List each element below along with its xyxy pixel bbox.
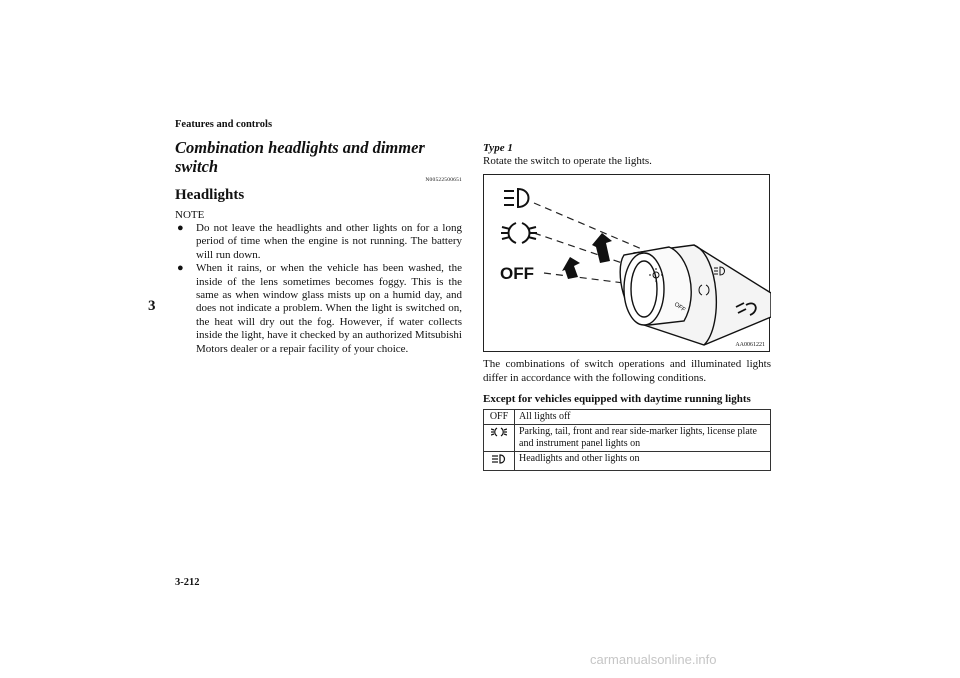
chapter-tab: 3 (148, 298, 156, 314)
ring-off-label: OFF (672, 302, 687, 314)
note-list (175, 222, 462, 356)
table-symbol-cell (484, 452, 515, 471)
type-heading: Type 1 (483, 142, 513, 154)
parking-light-icon (491, 426, 507, 438)
note-label: NOTE (175, 209, 205, 221)
table-description-cell: All lights off (515, 410, 771, 425)
headlight-icon (491, 453, 507, 465)
instruction-text: Rotate the switch to operate the lights. (483, 155, 652, 167)
note-text: When it rains, or when the vehicle has been washed, the inside of the lens sometimes becomes foggy. This is the same as when window glass mists up on a humid day, and does not indicate a problem. When the light is switched on, the heat will dry out the fog. However, if water collects inside the light, have it checked by an authorized Mitsubishi Motors dealer or a repair facility of your choice. (196, 262, 462, 355)
right-column (483, 138, 771, 471)
table-row (484, 410, 771, 425)
off-label: OFF (500, 264, 534, 284)
switch-diagram (484, 175, 771, 353)
bullet-icon: ● (177, 262, 184, 275)
table-description-cell: Headlights and other lights on (515, 452, 771, 471)
lights-table (483, 409, 771, 471)
note-text: Do not leave the headlights and other lights on for a long period of time when the engine is not running. The battery will run down. (196, 222, 462, 261)
table-row (484, 452, 771, 471)
table-row (484, 425, 771, 452)
running-head: Features and controls (175, 119, 273, 130)
switch-stalk (620, 245, 771, 345)
condition-heading: Except for vehicles equipped with daytime running lights (483, 393, 751, 406)
table-symbol-cell (484, 425, 515, 452)
switch-illustration (483, 174, 770, 352)
figure-code: AA0061221 (735, 342, 765, 349)
subheading: Headlights (175, 187, 245, 203)
bullet-icon: ● (177, 222, 184, 234)
page-number: 3-212 (175, 577, 200, 588)
section-code: N00522500651 (425, 177, 462, 183)
section-title: Combination headlights and dimmer switch (175, 138, 425, 176)
rotate-arrow-icon (562, 233, 612, 279)
watermark[interactable]: carmanualsonline.info (590, 652, 717, 667)
combination-paragraph: The combinations of switch operations and illuminated lights differ in accordance with the following conditions. (483, 358, 771, 384)
note-item (175, 262, 462, 356)
table-symbol-cell: OFF (484, 410, 515, 425)
headlight-icon (504, 189, 529, 207)
parking-light-icon (501, 223, 537, 243)
note-item (175, 222, 462, 262)
table-description-cell: Parking, tail, front and rear side-marker lights, license plate and instrument panel lights on (515, 425, 771, 452)
left-column (175, 138, 462, 356)
